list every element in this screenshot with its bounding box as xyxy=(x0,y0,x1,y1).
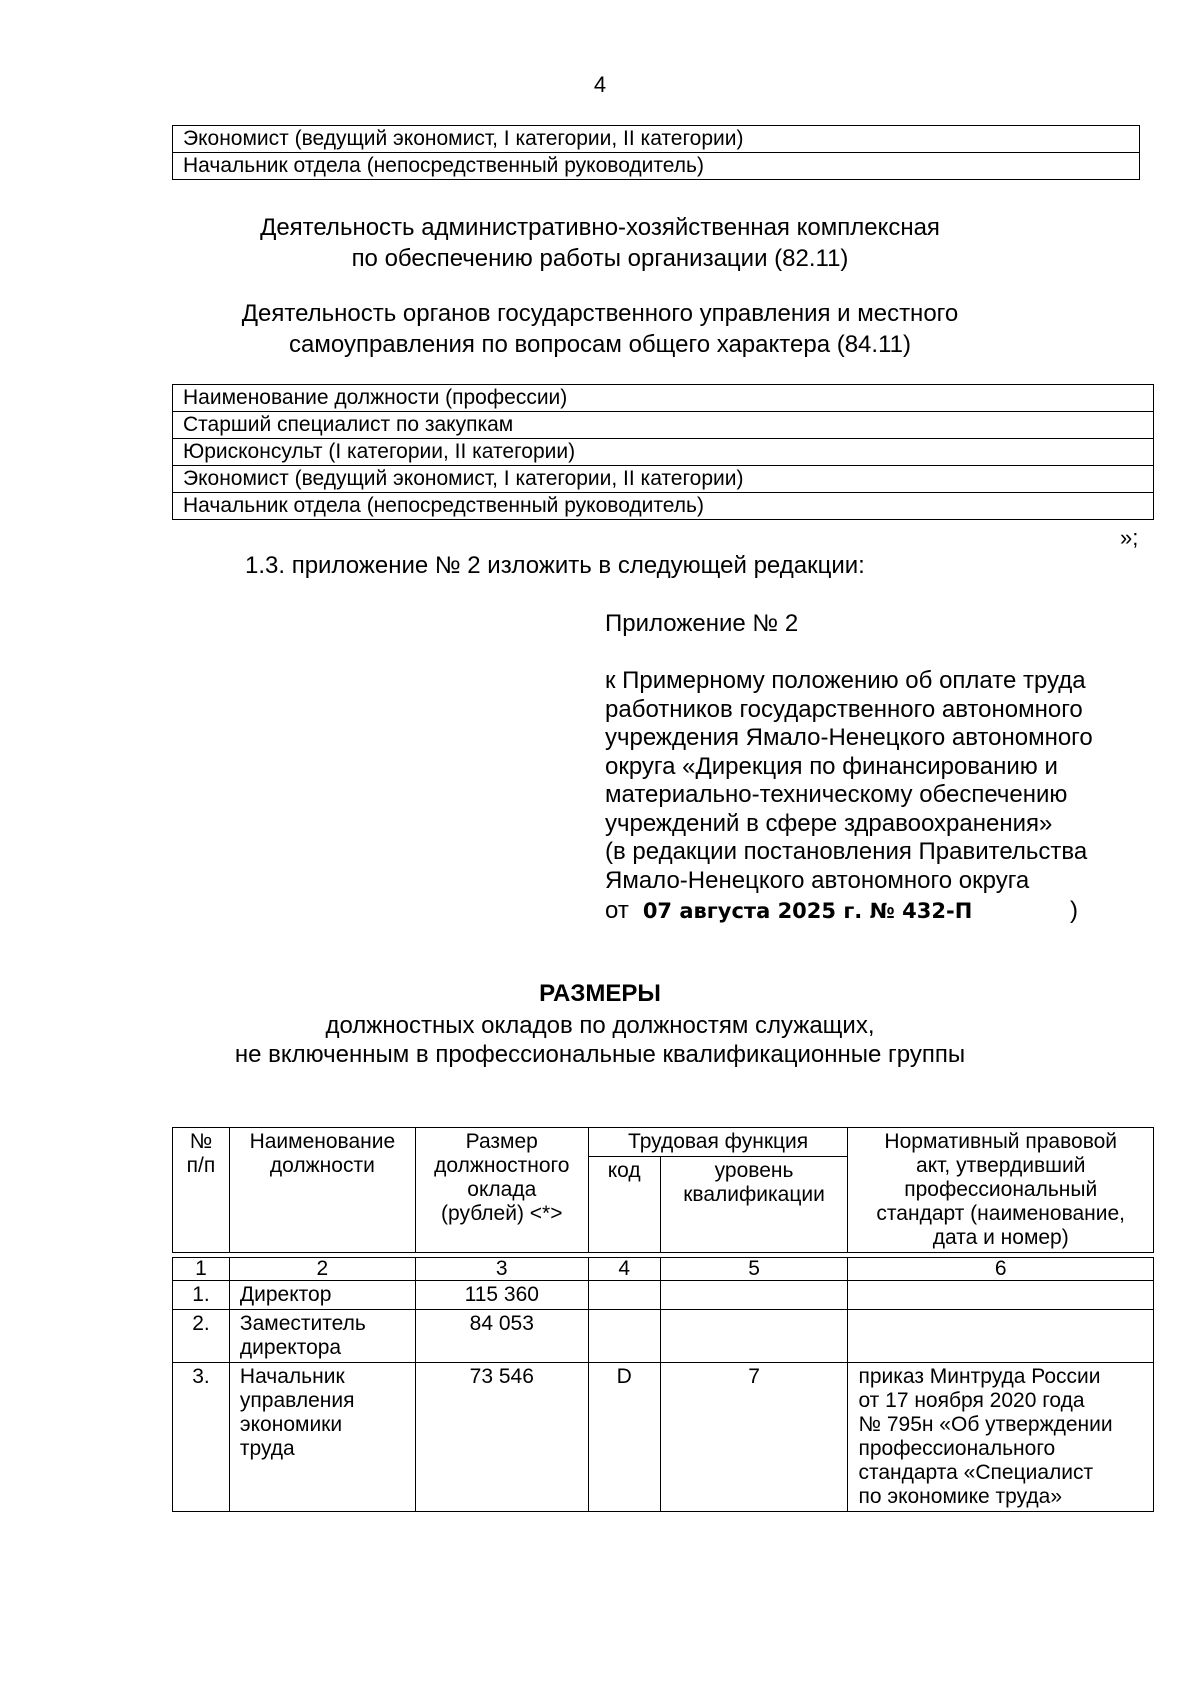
header-text: должностного xyxy=(434,1154,570,1177)
row-level: 7 xyxy=(660,1363,848,1512)
act-line: № 795н «Об утверждении xyxy=(858,1413,1113,1436)
header-level xyxy=(660,1157,848,1253)
row-code: D xyxy=(588,1363,660,1512)
table-row xyxy=(173,439,1154,466)
appendix-line: работников государственного автономного xyxy=(605,695,1083,723)
name-line: экономики xyxy=(239,1413,343,1436)
column-number: 5 xyxy=(660,1258,848,1281)
row-level xyxy=(660,1310,848,1363)
row-code xyxy=(588,1310,660,1363)
heading-line: самоуправления по вопросам общего характера (84.11) xyxy=(289,331,911,358)
row-name xyxy=(229,1310,415,1363)
row-num: 2. xyxy=(173,1310,230,1363)
header-text: акт, утвердивший xyxy=(916,1154,1086,1177)
table-row xyxy=(173,493,1154,520)
table-cell: Старший специалист по закупкам xyxy=(173,412,1154,439)
row-code xyxy=(588,1281,660,1310)
page-number: 4 xyxy=(593,72,607,97)
date-stamp: 07 августа 2025 г. № 432-П xyxy=(642,899,973,923)
header-act xyxy=(848,1128,1154,1253)
table-cell: Экономист (ведущий экономист, I категории, II категории) xyxy=(173,126,1140,153)
act-line: стандарта «Специалист xyxy=(858,1461,1094,1484)
header-text: дата и номер) xyxy=(932,1226,1069,1249)
header-text: Наименование xyxy=(249,1130,396,1153)
header-text: квалификации xyxy=(683,1183,825,1206)
heading-line: по обеспечению работы организации (82.11) xyxy=(351,245,849,272)
header-code: код xyxy=(588,1157,660,1253)
table-row xyxy=(173,153,1140,180)
table-cell: Наименование должности (профессии) xyxy=(173,385,1154,412)
table-cell: Юрисконсульт (I категории, II категории) xyxy=(173,439,1154,466)
appendix-line: (в редакции постановления Правительства xyxy=(605,838,1088,865)
table-row xyxy=(173,1363,1154,1512)
header-salary xyxy=(415,1128,588,1253)
subtitle-line: не включенным в профессиональные квалификационные группы xyxy=(234,1041,966,1068)
name-line: Заместитель xyxy=(239,1312,366,1335)
header-text: № xyxy=(189,1130,213,1153)
row-salary: 84 053 xyxy=(415,1310,588,1363)
header-text: п/п xyxy=(186,1154,216,1177)
item-1-3: 1.3. приложение № 2 изложить в следующей редакции: xyxy=(245,552,865,579)
razmery-subtitle xyxy=(0,1011,1200,1069)
salary-table xyxy=(172,1127,1154,1512)
name-line: Директор xyxy=(239,1283,332,1306)
appendix-line: округа «Дирекция по финансированию и xyxy=(605,752,1058,780)
appendix-reference xyxy=(605,667,1165,895)
table-cell: Начальник отдела (непосредственный руководитель) xyxy=(173,153,1140,180)
table-header-row xyxy=(173,1128,1154,1157)
row-act xyxy=(848,1310,1154,1363)
name-line: труда xyxy=(239,1437,295,1460)
table-cell: Начальник отдела (непосредственный руководитель) xyxy=(173,493,1154,520)
row-salary: 73 546 xyxy=(415,1363,588,1512)
resolution-date-line xyxy=(605,897,972,925)
act-line: от 17 ноября 2020 года xyxy=(858,1389,1085,1412)
razmery-title: РАЗМЕРЫ xyxy=(539,980,661,1007)
act-line: по экономике труда» xyxy=(858,1485,1063,1508)
subtitle-line: должностных окладов по должностям служащих, xyxy=(325,1012,875,1039)
act-line: профессионального xyxy=(858,1437,1056,1460)
positions-table xyxy=(172,384,1154,520)
row-act xyxy=(848,1363,1154,1512)
row-num: 1. xyxy=(173,1281,230,1310)
date-closing-paren: ) xyxy=(1070,897,1078,924)
top-positions-table xyxy=(172,125,1140,180)
header-text: оклада xyxy=(467,1178,537,1201)
appendix-line: учреждений в сфере здравоохранения» xyxy=(605,809,1053,837)
row-act xyxy=(848,1281,1154,1310)
section-heading-82-11 xyxy=(0,212,1200,274)
column-numbers-row xyxy=(173,1258,1154,1281)
header-text: стандарт (наименование, xyxy=(876,1202,1126,1225)
header-name xyxy=(229,1128,415,1253)
table-row xyxy=(173,1281,1154,1310)
column-number: 2 xyxy=(229,1258,415,1281)
row-salary: 115 360 xyxy=(415,1281,588,1310)
header-text: Нормативный правовой xyxy=(884,1130,1118,1153)
appendix-line: к Примерному положению об оплате труда xyxy=(605,667,1086,694)
header-text: должности xyxy=(269,1154,375,1177)
date-prefix: от xyxy=(605,897,629,924)
appendix-line: материально-техническому обеспечению xyxy=(605,781,1068,808)
appendix-line: учреждения Ямало-Ненецкого автономного xyxy=(605,724,1093,751)
row-level xyxy=(660,1281,848,1310)
table-row xyxy=(173,466,1154,493)
name-line: директора xyxy=(239,1336,342,1359)
column-number: 1 xyxy=(173,1258,230,1281)
heading-line: Деятельность административно-хозяйственная комплексная xyxy=(260,214,940,241)
heading-line: Деятельность органов государственного управления и местного xyxy=(241,300,959,327)
closing-quote: »; xyxy=(1120,525,1139,550)
header-text: уровень xyxy=(714,1159,794,1182)
table-row xyxy=(173,126,1140,153)
row-name xyxy=(229,1281,415,1310)
section-heading-84-11 xyxy=(0,298,1200,360)
name-line: управления xyxy=(239,1389,355,1412)
table-row xyxy=(173,385,1154,412)
table-row xyxy=(173,412,1154,439)
appendix-title: Приложение № 2 xyxy=(605,610,799,637)
header-text: (рублей) <*> xyxy=(441,1202,563,1225)
column-number: 6 xyxy=(848,1258,1154,1281)
name-line: Начальник xyxy=(239,1365,345,1388)
header-text: профессиональный xyxy=(904,1178,1098,1201)
header-text: Размер xyxy=(465,1130,538,1153)
header-labor-function: Трудовая функция xyxy=(588,1128,848,1157)
act-line: приказ Минтруда России xyxy=(858,1365,1101,1388)
table-row xyxy=(173,1310,1154,1363)
column-number: 4 xyxy=(588,1258,660,1281)
column-number: 3 xyxy=(415,1258,588,1281)
row-num: 3. xyxy=(173,1363,230,1512)
appendix-line: Ямало-Ненецкого автономного округа xyxy=(605,866,1030,894)
table-cell: Экономист (ведущий экономист, I категории, II категории) xyxy=(173,466,1154,493)
row-name xyxy=(229,1363,415,1512)
header-num xyxy=(173,1128,230,1253)
